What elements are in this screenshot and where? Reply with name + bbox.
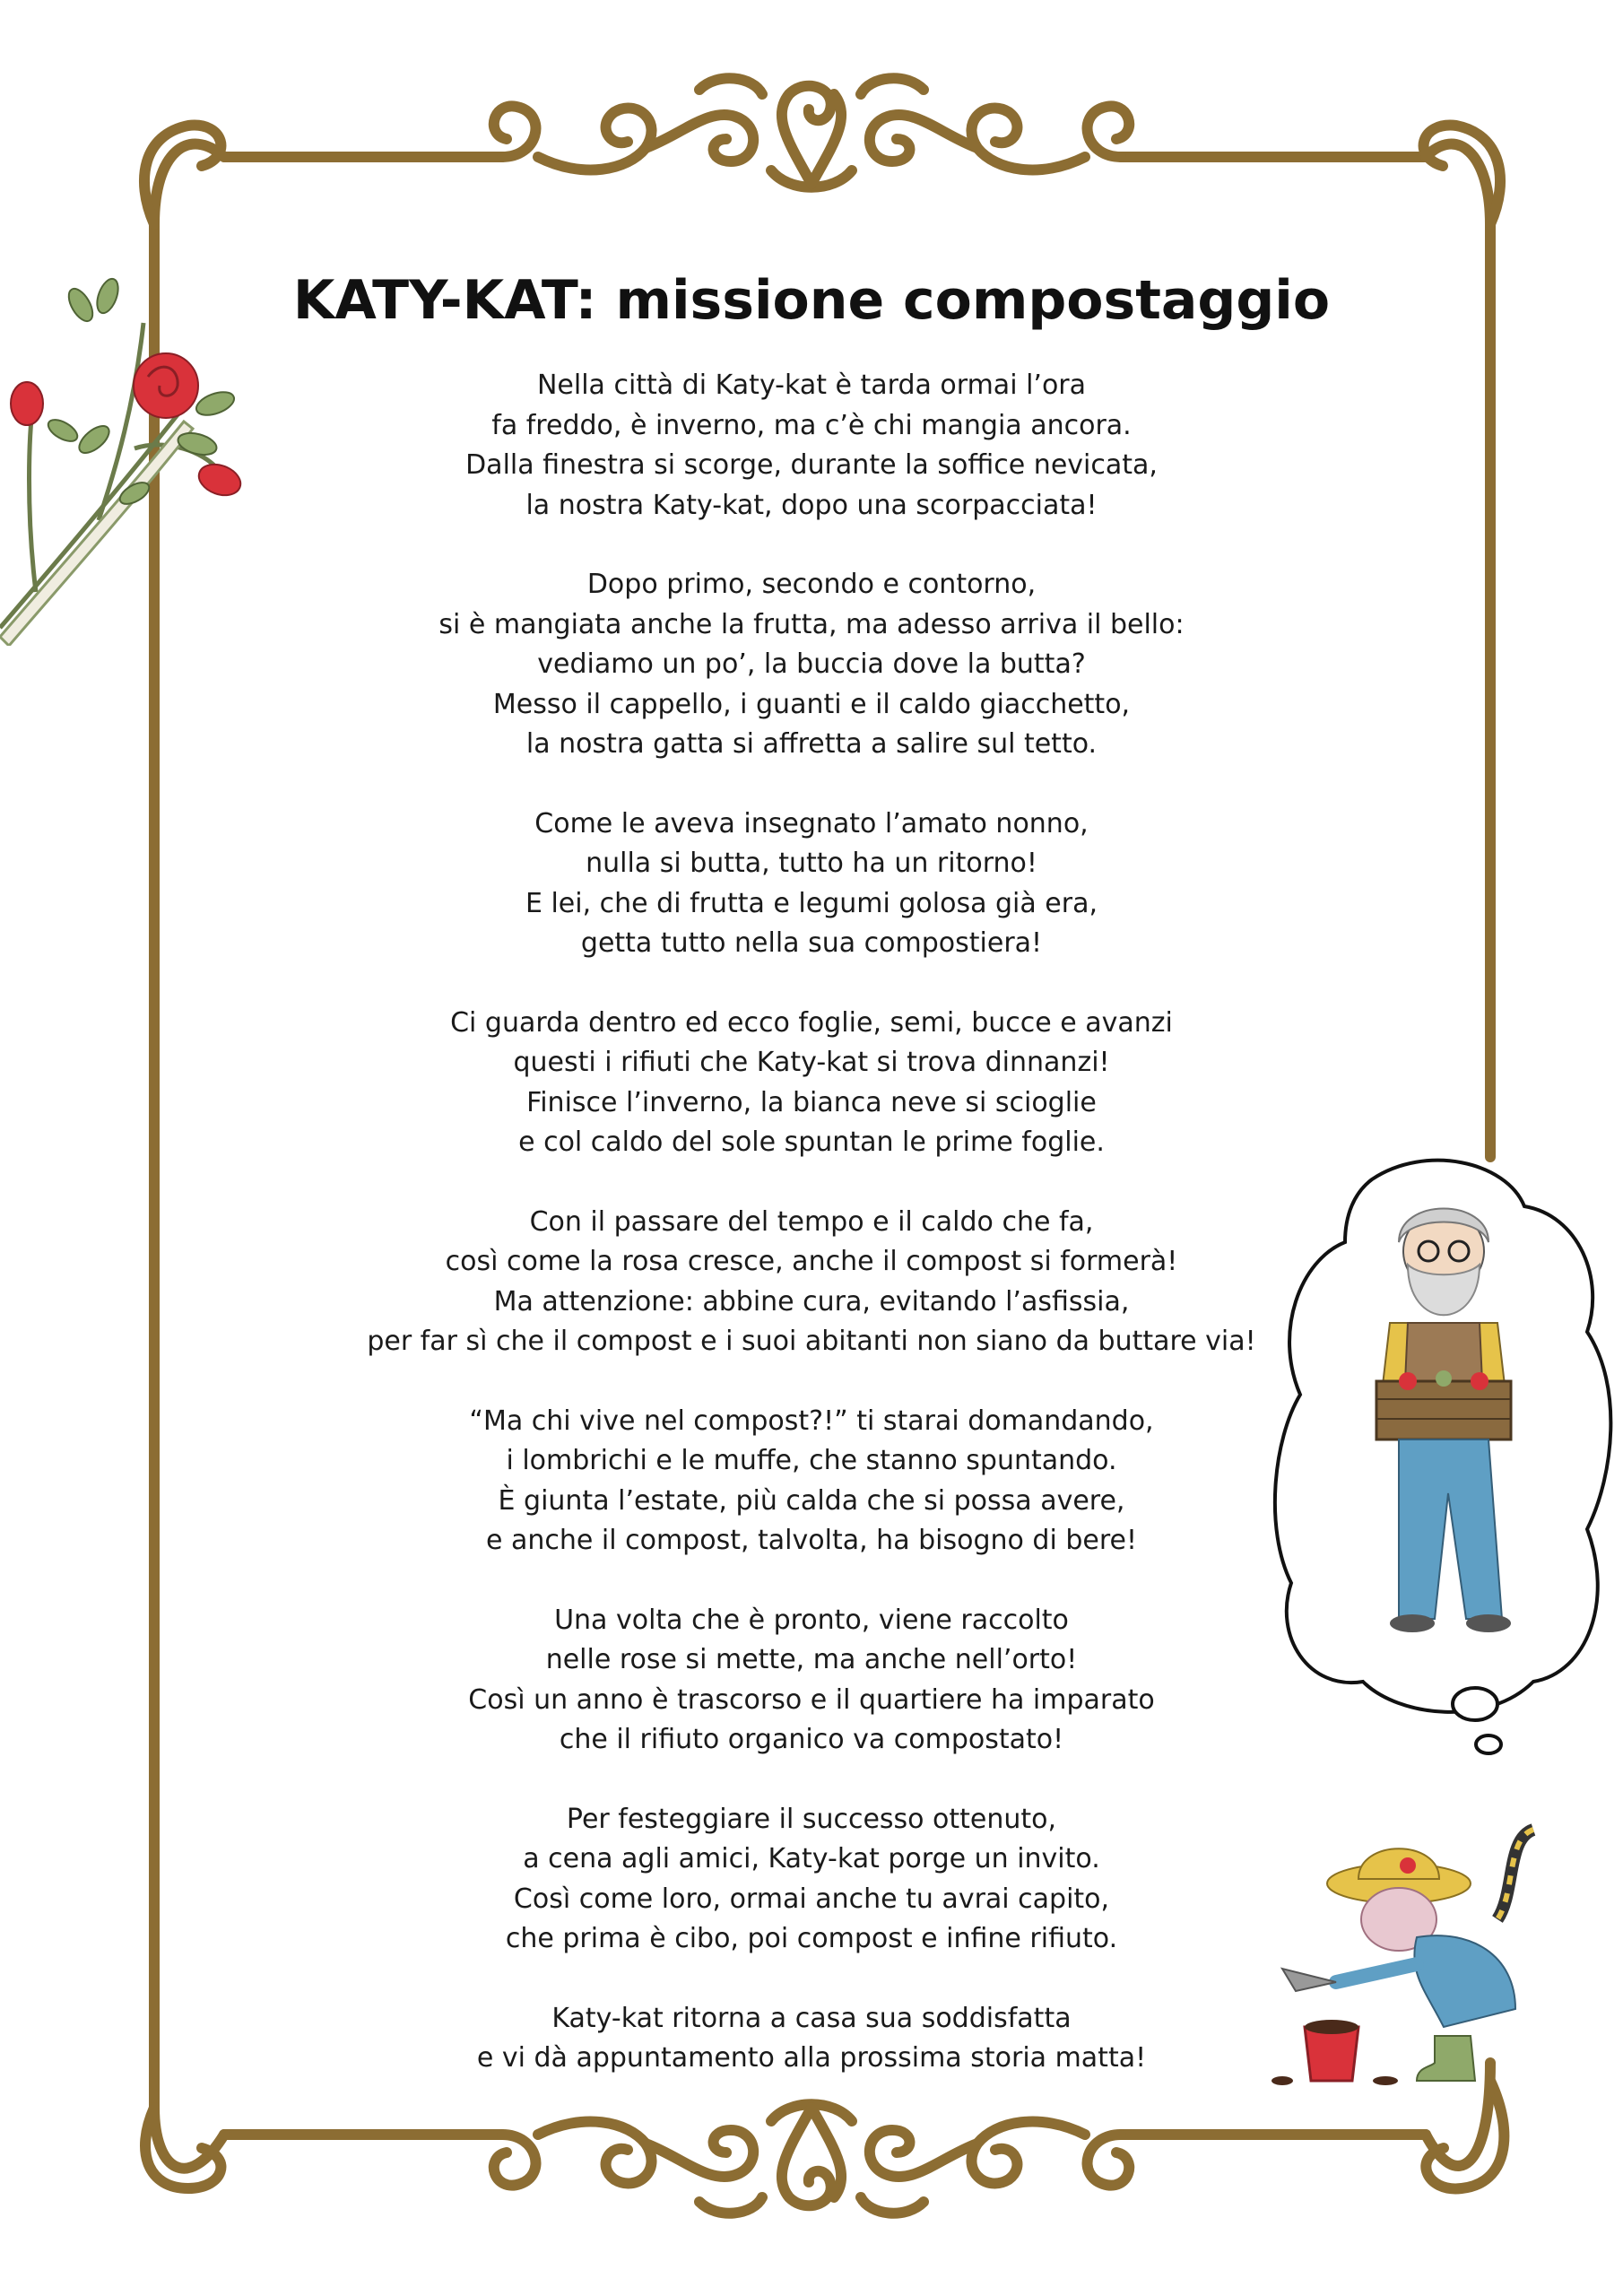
stanza <box>269 1203 1354 1362</box>
poem-line: Dalla finestra si scorge, durante la soffice nevicata, <box>465 449 1158 481</box>
poem-line: i lombrichi e le muffe, che stanno spuntando. <box>506 1445 1117 1476</box>
rose-branch-illustration <box>0 269 260 646</box>
stanza <box>269 1004 1354 1163</box>
poem-line: a cena agli amici, Katy-kat porge un invito. <box>523 1843 1100 1874</box>
poem-line: questi i rifiuti che Katy-kat si trova dinnanzi! <box>513 1047 1110 1078</box>
stanza <box>269 804 1354 964</box>
poem-body <box>269 366 1354 2118</box>
stanza <box>269 1601 1354 1761</box>
stanza <box>269 366 1354 526</box>
poem-line: Con il passare del tempo e il caldo che fa, <box>529 1205 1094 1238</box>
poem-line: e vi dà appuntamento alla prossima storia matta! <box>476 2042 1147 2074</box>
poem-line: si è mangiata anche la frutta, ma adesso arriva il bello: <box>438 608 1185 640</box>
poem-line: che prima è cibo, poi compost e infine rifiuto. <box>505 1923 1118 1954</box>
poem-line: Katy-kat ritorna a casa sua soddisfatta <box>551 2002 1072 2034</box>
poem-line: così come la rosa cresce, anche il compost si formerà! <box>445 1246 1178 1277</box>
poem-line: nulla si butta, tutto ha un ritorno! <box>586 848 1037 879</box>
poem-line: e col caldo del sole spuntan le prime foglie. <box>518 1126 1105 1158</box>
poem-line: Una volta che è pronto, viene raccolto <box>554 1604 1069 1636</box>
poem-line: È giunta l’estate, più calda che si possa avere, <box>498 1484 1125 1517</box>
poem-line: Come le aveva insegnato l’amato nonno, <box>534 807 1089 839</box>
poem-title: KATY-KAT: missione compostaggio <box>292 269 1331 332</box>
stanza <box>269 1800 1354 1960</box>
poem-line: Così un anno è trascorso e il quartiere ha imparato <box>468 1683 1155 1716</box>
poem-line: che il rifiuto organico va compostato! <box>559 1724 1064 1755</box>
poem-line: Finisce l’inverno, la bianca neve si scioglie <box>526 1086 1097 1118</box>
poem-line: Ma attenzione: abbine cura, evitando l’asfissia, <box>493 1285 1130 1318</box>
poem-line: la nostra gatta si affretta a salire sul tetto. <box>525 728 1098 760</box>
poem-line: E lei, che di frutta e legumi golosa già era, <box>525 887 1098 919</box>
poem-line: getta tutto nella sua compostiera! <box>580 927 1043 959</box>
poem-line: per far sì che il compost e i suoi abitanti non siano da buttare via! <box>367 1326 1256 1357</box>
poem-line: Dopo primo, secondo e contorno, <box>586 569 1037 600</box>
poem-line: la nostra Katy-kat, dopo una scorpacciata! <box>525 489 1098 521</box>
poem-line: Nella città di Katy-kat è tarda ormai l’ora <box>536 370 1087 401</box>
stanza <box>269 1402 1354 1561</box>
poem-line: vediamo un po’, la buccia dove la butta? <box>537 648 1086 680</box>
stanza <box>269 565 1354 765</box>
poem-line: “Ma chi vive nel compost?!” ti starai domandando, <box>469 1405 1154 1437</box>
poem-line: nelle rose si mette, ma anche nell’orto! <box>545 1644 1078 1675</box>
poem-line: Così come loro, ormai anche tu avrai capito, <box>513 1883 1110 1915</box>
poem-line: Messo il cappello, i guanti e il caldo giacchetto, <box>492 688 1131 720</box>
stanza <box>269 1999 1354 2079</box>
poem-line: Ci guarda dentro ed ecco foglie, semi, bucce e avanzi <box>450 1006 1173 1039</box>
poem-line: Per festeggiare il successo ottenuto, <box>566 1803 1057 1835</box>
poem-line: e anche il compost, talvolta, ha bisogno di bere! <box>486 1525 1137 1556</box>
poem-line: fa freddo, è inverno, ma c’è chi mangia ancora. <box>491 409 1132 441</box>
